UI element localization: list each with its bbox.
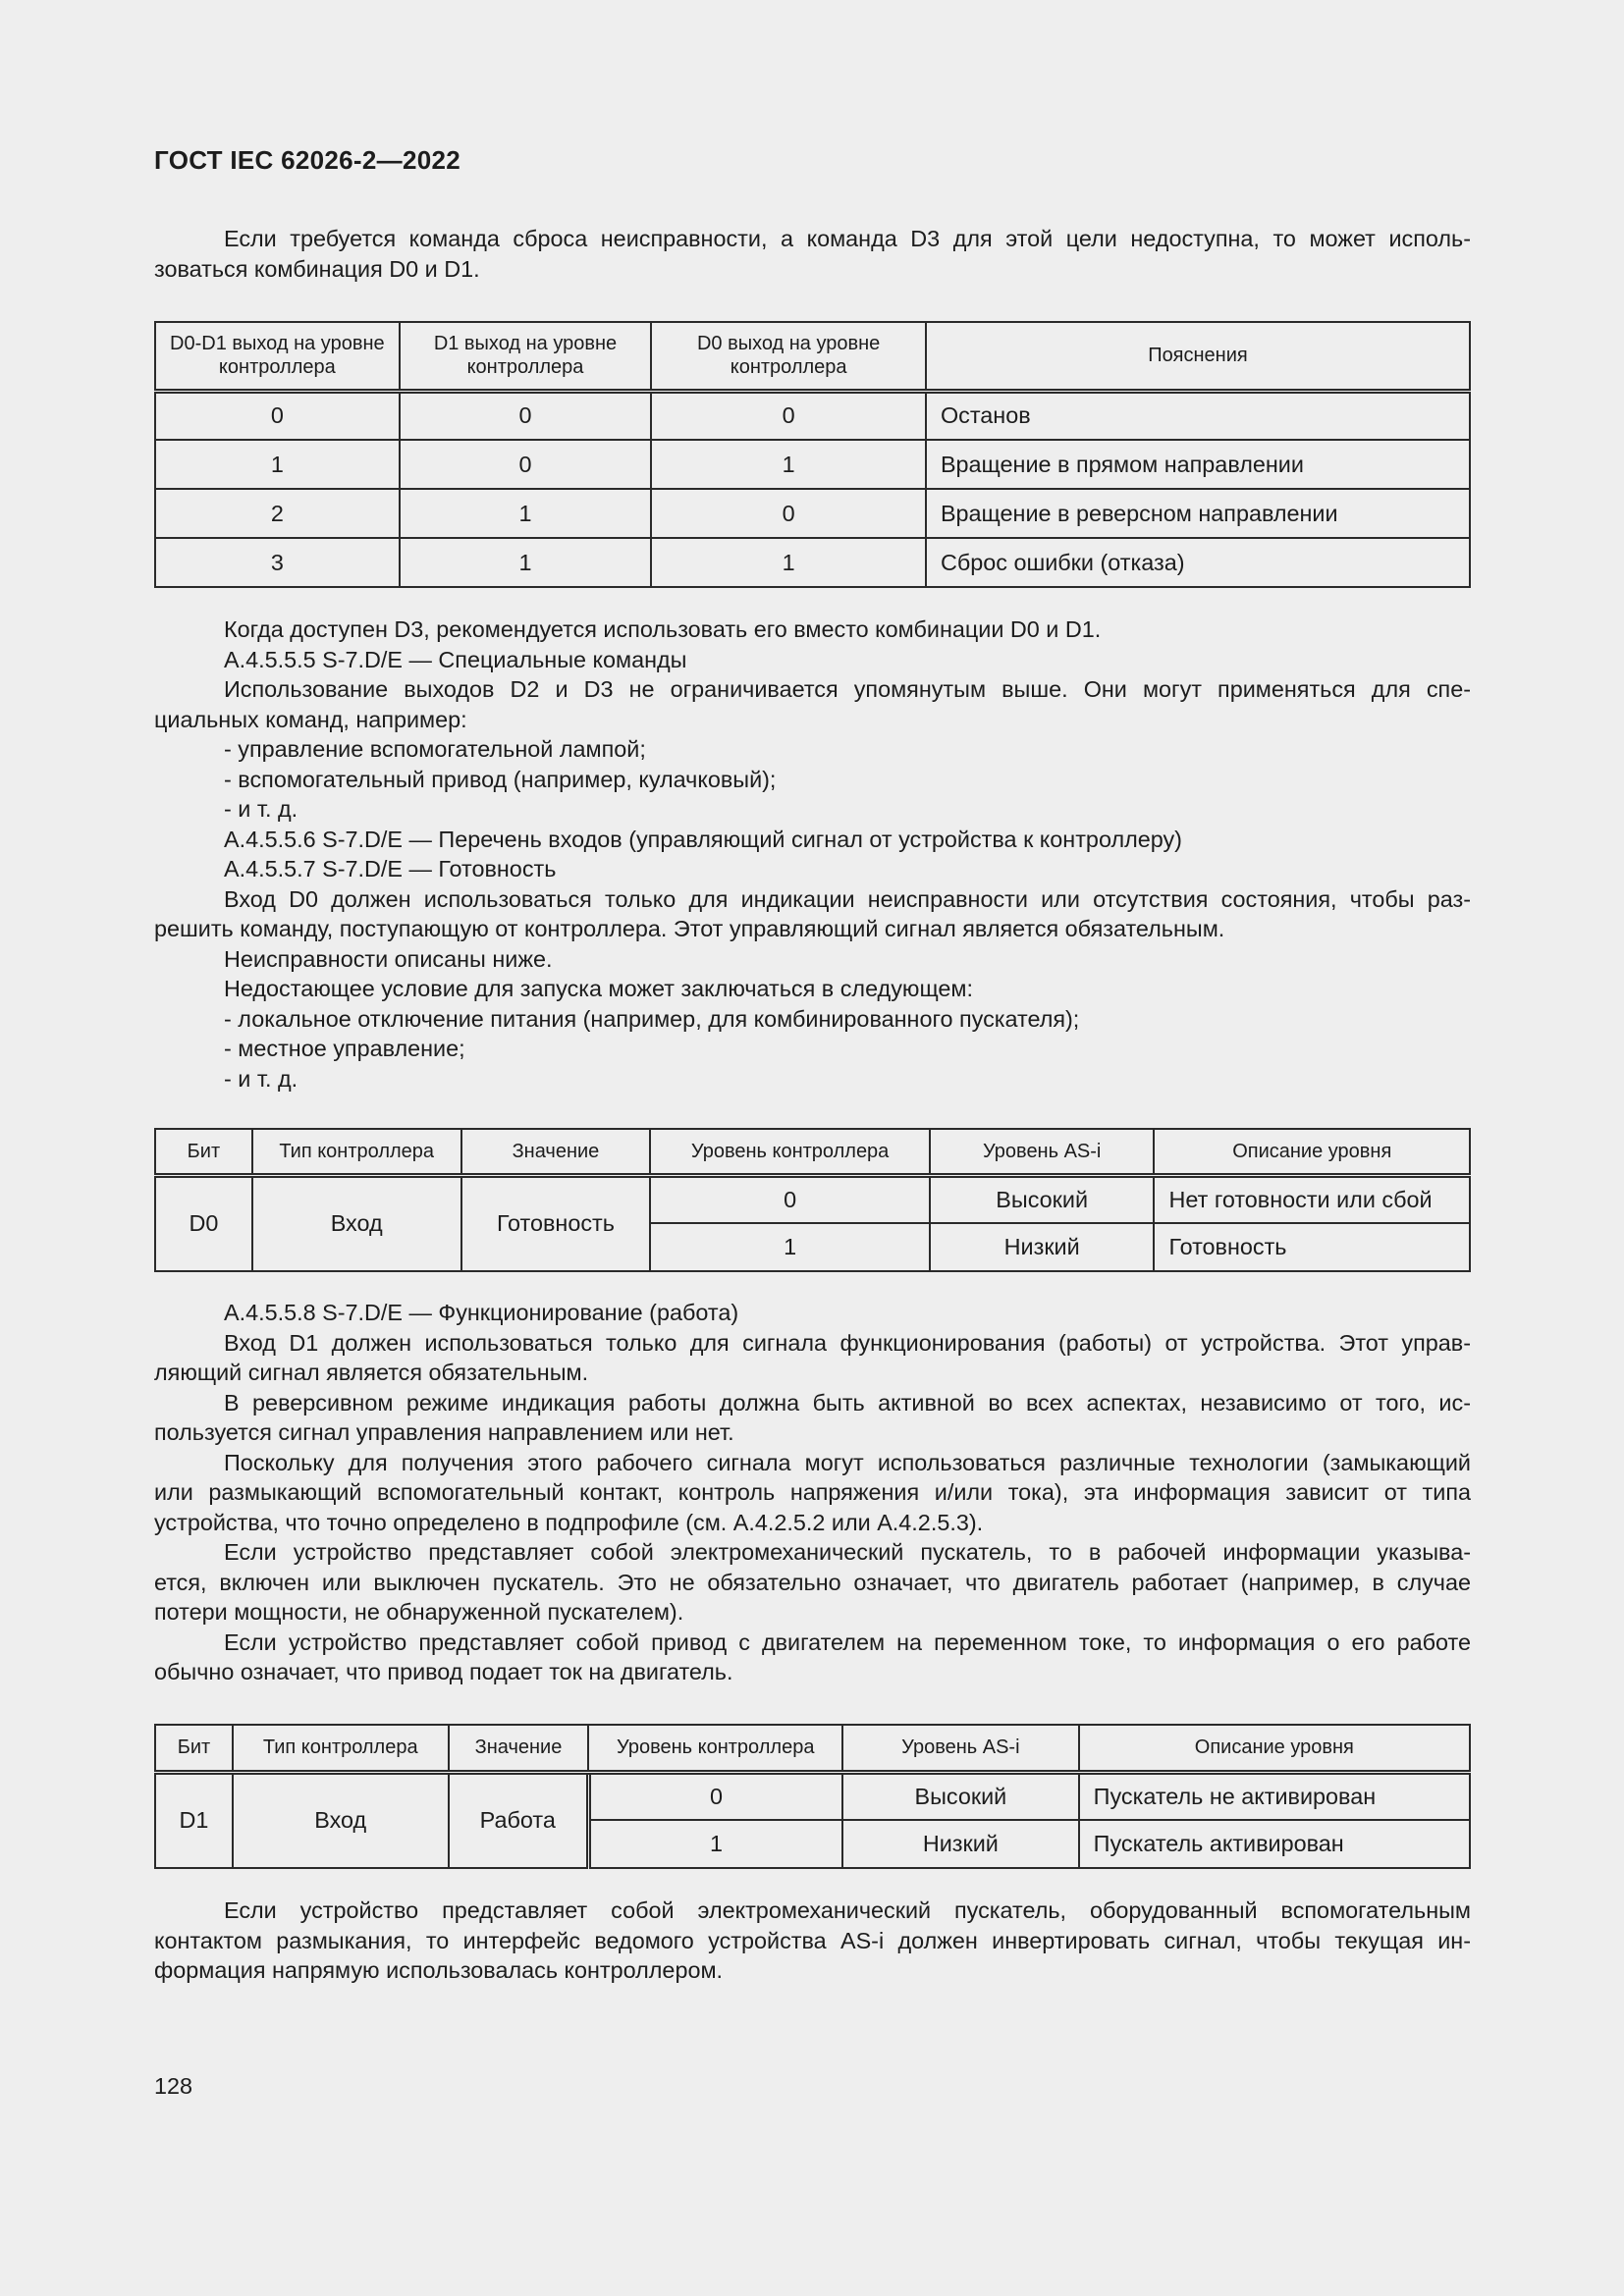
document-header: ГОСТ IEC 62026-2—2022 — [154, 145, 460, 175]
table-cell: D0 — [155, 1175, 252, 1271]
table-cell: Вращение в прямом направлении — [926, 440, 1470, 489]
table-cell: 1 — [400, 489, 652, 538]
table-cell: 0 — [650, 1175, 930, 1223]
paragraph: циальных команд, например: — [154, 706, 467, 732]
table-cell: Высокий — [842, 1772, 1079, 1820]
table-cell: Останов — [926, 391, 1470, 440]
paragraph: потери мощности, не обнаруженной пускателем). — [154, 1599, 684, 1625]
paragraph: Вход D1 должен использоваться только для сигнала функционирования (работы) от устройства. Этот управ- — [224, 1329, 1471, 1356]
table-row — [155, 391, 1470, 440]
column-header: Тип контроллера — [233, 1725, 449, 1772]
table-row — [155, 489, 1470, 538]
column-header: Уровень контроллера — [588, 1725, 842, 1772]
list-item: - управление вспомогательной лампой; — [224, 736, 646, 762]
column-header: Уровень контроллера — [650, 1129, 930, 1175]
list-item: - локальное отключение питания (например, для комбинированного пускателя); — [224, 1005, 1080, 1032]
table-cell: 0 — [400, 440, 652, 489]
table-operation — [154, 1724, 1471, 1869]
paragraph: или размыкающий вспомогательный контакт, контроль напряжения и/или тока), эта информация зависит от типа — [154, 1479, 1471, 1505]
paragraph: Если устройство представляет собой электромеханический пускатель, оборудованный вспомогательным — [224, 1897, 1471, 1923]
table-cell: 1 — [651, 440, 926, 489]
paragraph: контактом размыкания, то интерфейс ведомого устройства AS-i должен инвертировать сигнал, чтобы текущая ин- — [154, 1927, 1471, 1953]
table-cell: D1 — [155, 1772, 233, 1868]
table-cell: Пускатель активирован — [1079, 1820, 1470, 1868]
intro-line: Если требуется команда сброса неисправности, а команда D3 для этой цели недоступна, то может исполь- — [224, 226, 1471, 251]
table-cell: 0 — [651, 489, 926, 538]
paragraph: формация напрямую использовалась контроллером. — [154, 1957, 724, 1983]
column-header: Описание уровня — [1079, 1725, 1470, 1772]
table-cell: 1 — [651, 538, 926, 587]
list-item: - и т. д. — [224, 796, 298, 822]
clause-heading: А.4.5.5.5 S-7.D/E — Специальные команды — [224, 646, 687, 672]
clause-heading: А.4.5.5.6 S-7.D/E — Перечень входов (управляющий сигнал от устройства к контроллеру) — [224, 826, 1182, 852]
table-cell: Вход — [252, 1175, 461, 1271]
column-header: Описание уровня — [1154, 1129, 1470, 1175]
table-row — [155, 440, 1470, 489]
table-cell: 3 — [155, 538, 400, 587]
table-cell: 1 — [650, 1223, 930, 1271]
closing-paragraph — [154, 1896, 1471, 1986]
list-item: - и т. д. — [224, 1065, 298, 1092]
column-header: Тип контроллера — [252, 1129, 461, 1175]
column-header: Значение — [461, 1129, 651, 1175]
paragraph: В реверсивном режиме индикация работы должна быть активной во всех аспектах, независимо от того, ис- — [224, 1389, 1471, 1415]
paragraph: Когда доступен D3, рекомендуется использовать его вместо комбинации D0 и D1. — [224, 616, 1102, 642]
paragraph: Неисправности описаны ниже. — [224, 945, 553, 972]
column-header: Бит — [155, 1129, 252, 1175]
section-special-commands — [154, 614, 1471, 1094]
paragraph: пользуется сигнал управления направлением или нет. — [154, 1419, 734, 1445]
paragraph: Если устройство представляет собой привод с двигателем на переменном токе, то информация о его работе — [224, 1629, 1471, 1655]
table-cell: Низкий — [930, 1223, 1155, 1271]
paragraph: устройства, что точно определено в подпрофиле (см. А.4.2.5.2 или А.4.2.5.3). — [154, 1509, 984, 1535]
table-cell: Низкий — [842, 1820, 1079, 1868]
paragraph: Использование выходов D2 и D3 не ограничивается упомянутым выше. Они могут применяться для спе- — [224, 676, 1471, 702]
table-cell: 1 — [155, 440, 400, 489]
table-cell: 1 — [588, 1820, 842, 1868]
paragraph: обычно означает, что привод подает ток на двигатель. — [154, 1659, 733, 1684]
table-cell: 1 — [400, 538, 652, 587]
table-cell: Пускатель не активирован — [1079, 1772, 1470, 1820]
column-header: D0 выход на уровне контроллера — [651, 322, 926, 391]
table-cell: Вход — [233, 1772, 449, 1868]
table-row — [155, 538, 1470, 587]
paragraph: Поскольку для получения этого рабочего сигнала могут использоваться различные технологии (замыкающий — [224, 1449, 1471, 1475]
paragraph: Вход D0 должен использоваться только для индикации неисправности или отсутствия состояния, чтобы раз- — [224, 885, 1471, 912]
paragraph: Если устройство представляет собой электромеханический пускатель, то в рабочей информации указыва- — [224, 1539, 1471, 1565]
table-cell: Высокий — [930, 1175, 1155, 1223]
table-header-row — [155, 1725, 1470, 1772]
paragraph: решить команду, поступающую от контроллера. Этот управляющий сигнал является обязательным. — [154, 916, 1225, 941]
table-cell: 0 — [651, 391, 926, 440]
table-row — [155, 1772, 1470, 1820]
section-operation — [154, 1298, 1471, 1687]
table-cell: 2 — [155, 489, 400, 538]
column-header: D0-D1 выход на уровне контроллера — [155, 322, 400, 391]
table-cell: Сброс ошибки (отказа) — [926, 538, 1470, 587]
table-cell: Вращение в реверсном направлении — [926, 489, 1470, 538]
paragraph: Недостающее условие для запуска может заключаться в следующем: — [224, 976, 974, 1001]
table-cell: 0 — [155, 391, 400, 440]
clause-heading: А.4.5.5.7 S-7.D/E — Готовность — [224, 856, 557, 881]
list-item: - местное управление; — [224, 1036, 465, 1061]
table-cell: Нет готовности или сбой — [1154, 1175, 1470, 1223]
intro-paragraph — [154, 224, 1471, 284]
column-header: Бит — [155, 1725, 233, 1772]
table-header-row — [155, 322, 1470, 391]
column-header: Уровень AS-i — [842, 1725, 1079, 1772]
table-cell: Готовность — [461, 1175, 651, 1271]
table-row — [155, 1175, 1470, 1223]
table-cell: Готовность — [1154, 1223, 1470, 1271]
table-cell: Работа — [449, 1772, 589, 1868]
list-item: - вспомогательный привод (например, кулачковый); — [224, 766, 777, 792]
paragraph: ется, включен или выключен пускатель. Это не обязательно означает, что двигатель работает (например, в случае — [154, 1569, 1471, 1595]
table-outputs-combination — [154, 321, 1471, 588]
column-header: D1 выход на уровне контроллера — [400, 322, 652, 391]
clause-heading: А.4.5.5.8 S-7.D/E — Функционирование (работа) — [224, 1300, 739, 1325]
table-cell: 0 — [588, 1772, 842, 1820]
table-cell: 0 — [400, 391, 652, 440]
column-header: Пояснения — [926, 322, 1470, 391]
table-readiness — [154, 1128, 1471, 1272]
table-header-row — [155, 1129, 1470, 1175]
column-header: Значение — [449, 1725, 589, 1772]
page-number: 128 — [154, 2073, 193, 2099]
paragraph: ляющий сигнал является обязательным. — [154, 1360, 589, 1385]
column-header: Уровень AS-i — [930, 1129, 1155, 1175]
intro-line: зоваться комбинация D0 и D1. — [154, 255, 480, 282]
